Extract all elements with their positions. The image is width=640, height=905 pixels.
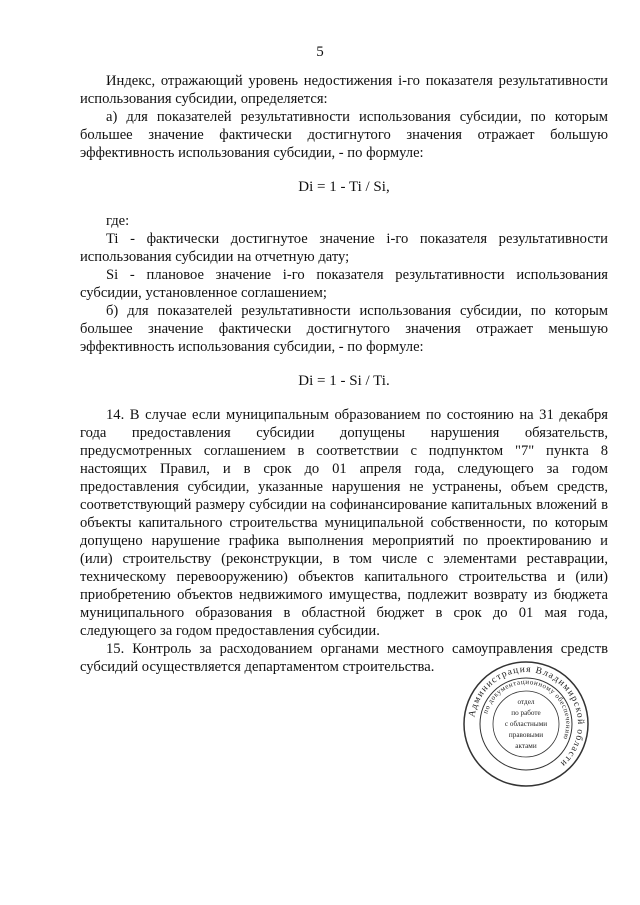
paragraph-ti-definition: Ti - фактически достигнутое значение i-го показателя результативности использования субсидии на отчетную дату; [80, 231, 608, 265]
paragraph-index-definition: Индекс, отражающий уровень недостижения i-го показателя результативности использования субсидии, определяется: [80, 73, 608, 107]
paragraph-case-b: б) для показателей результативности использования субсидии, по которым большее значение фактически достигнутого значения отражает меньшую эффективность использования субсидии, - по формуле: [80, 303, 608, 355]
page-number: 5 [316, 44, 324, 60]
paragraph-15: 15. Контроль за расходованием органами местного самоуправления средств субсидий осуществляется департаментом строительства. [80, 641, 608, 675]
document-body [80, 72, 608, 676]
stamp-center-line: актами [515, 742, 537, 750]
paragraph-case-a: а) для показателей результативности использования субсидии, по которым большее значение фактически достигнутого значения отражает большую эффективность использования субсидии, - по формуле: [80, 109, 608, 161]
stamp-center-line: отдел [517, 698, 535, 706]
formula-a: Di = 1 - Ti / Si, [298, 179, 390, 195]
stamp-center-line: по работе [511, 709, 541, 717]
paragraph-14: 14. В случае если муниципальным образованием по состоянию на 31 декабря года предоставления субсидии допущены нарушения обязательств, предусмотренных соглашением в соответствии с подпунктом "7" пункта 8 настоящих Правил, и в срок до 01 апреля года, следующего за годом предоставления субсидии, указанные нарушения не устранены, объем средств, соответствующий размеру субсидии на софинансирование капитальных вложений в объекты капитального строительства муниципальной собственности, по которым допущено нарушение графика выполнения мероприятий по проектированию и (или) строительству (реконструкции, в том числе с элементами реставрации, техническому перевооружению) объектов капитального строительства и (или) приобретению объектов недвижимого имущества, подлежит возврату из бюджета муниципального образования в областной бюджет в срок до 01 мая года, следующего за годом предоставления субсидии. [80, 407, 608, 639]
stamp-outer-text: Администрация Владимирской области [467, 664, 586, 769]
official-stamp [462, 660, 590, 788]
stamp-center-line: правовыми [508, 731, 544, 739]
formula-b: Di = 1 - Si / Ti. [298, 373, 390, 389]
stamp-ring-text: по документационному обеспечению [481, 677, 573, 741]
paragraph-si-definition: Si - плановое значение i-го показателя результативности использования субсидии, установленное соглашением; [80, 267, 608, 301]
paragraph-where: где: [106, 213, 130, 229]
stamp-center-line: с областными [504, 720, 548, 728]
